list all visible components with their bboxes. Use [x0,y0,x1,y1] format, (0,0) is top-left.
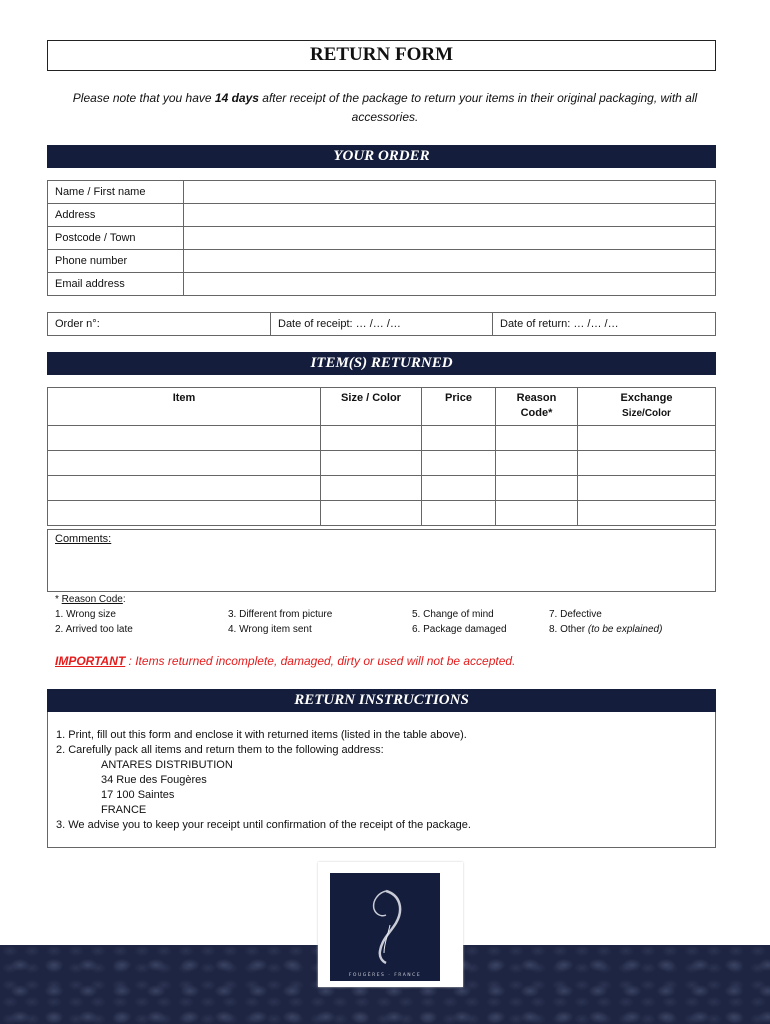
postcode-row [48,227,716,250]
price-cell[interactable] [422,451,496,476]
postcode-field[interactable] [184,227,716,250]
email-row [48,273,716,296]
table-row [48,501,716,526]
col-price: Price [422,388,496,426]
name-field[interactable] [184,181,716,204]
name-label: Name / First name [48,181,184,204]
table-row [48,476,716,501]
size-cell[interactable] [321,501,422,526]
exchange-cell[interactable] [578,426,716,451]
table-row [48,451,716,476]
items-table [47,387,716,526]
exchange-cell[interactable] [578,501,716,526]
address-label: Address [48,204,184,227]
col-size-color: Size / Color [321,388,422,426]
reason-cell[interactable] [496,476,578,501]
items-header-row [48,388,716,426]
postcode-label: Postcode / Town [48,227,184,250]
reason-code-4: 4. Wrong item sent [228,624,312,635]
order-info-table [47,312,716,336]
your-order-heading: YOUR ORDER [47,145,716,168]
size-cell[interactable] [321,426,422,451]
reason-code-8: 8. Other (to be explained) [549,624,663,635]
address-line-2: 34 Rue des Fougères [101,774,207,786]
date-of-receipt-field[interactable]: Date of receipt: … /… /… [271,313,493,336]
exchange-cell[interactable] [578,476,716,501]
reason-code-2: 2. Arrived too late [55,624,133,635]
comments-field[interactable] [47,529,716,592]
reason-code-6: 6. Package damaged [412,624,507,635]
logo-caption: FOUGÈRES · FRANCE [348,973,422,978]
address-row [48,204,716,227]
reason-code-1: 1. Wrong size [55,609,116,620]
price-cell[interactable] [422,476,496,501]
brand-logo [330,873,440,981]
reason-code-7: 7. Defective [549,609,602,620]
reason-code-label: * Reason Code: [55,594,126,605]
address-line-1: ANTARES DISTRIBUTION [101,759,233,771]
reason-code-5: 5. Change of mind [412,609,494,620]
item-cell[interactable] [48,426,321,451]
important-notice: IMPORTANT : Items returned incomplete, damaged, dirty or used will not be accepted. [55,654,516,668]
customer-details-table [47,180,716,296]
order-number-field[interactable]: Order n°: [48,313,271,336]
instruction-step-3: 3. We advise you to keep your receipt until confirmation of the receipt of the package. [56,819,471,831]
exchange-cell[interactable] [578,451,716,476]
email-label: Email address [48,273,184,296]
price-cell[interactable] [422,501,496,526]
address-line-3: 17 100 Saintes [101,789,175,801]
address-line-4: FRANCE [101,804,147,816]
item-cell[interactable] [48,501,321,526]
phone-label: Phone number [48,250,184,273]
items-returned-heading: ITEM(S) RETURNED [47,352,716,375]
table-row [48,426,716,451]
reason-code-3: 3. Different from picture [228,609,333,620]
instruction-step-1: 1. Print, fill out this form and enclose it with returned items (listed in the table above). [56,729,467,741]
phone-field[interactable] [184,250,716,273]
horse-logo-icon [330,873,440,981]
name-row [48,181,716,204]
return-instructions-heading: RETURN INSTRUCTIONS [47,689,716,712]
phone-row [48,250,716,273]
reason-cell[interactable] [496,426,578,451]
item-cell[interactable] [48,476,321,501]
reason-cell[interactable] [496,451,578,476]
address-field[interactable] [184,204,716,227]
date-of-return-field[interactable]: Date of return: … /… /… [493,313,716,336]
email-field[interactable] [184,273,716,296]
form-title: RETURN FORM [47,40,716,71]
reason-cell[interactable] [496,501,578,526]
col-reason-code: Reason Code* [496,388,578,426]
col-exchange: Exchange Size/Color [578,388,716,426]
return-instructions-box [47,712,716,848]
intro-note: Please note that you have 14 days after receipt of the package to return your items in their original packaging, with all accessories. [72,91,698,124]
col-item: Item [48,388,321,426]
size-cell[interactable] [321,451,422,476]
size-cell[interactable] [321,476,422,501]
price-cell[interactable] [422,426,496,451]
comments-label: Comments: [55,533,112,545]
instruction-step-2: 2. Carefully pack all items and return them to the following address: [56,744,384,756]
item-cell[interactable] [48,451,321,476]
